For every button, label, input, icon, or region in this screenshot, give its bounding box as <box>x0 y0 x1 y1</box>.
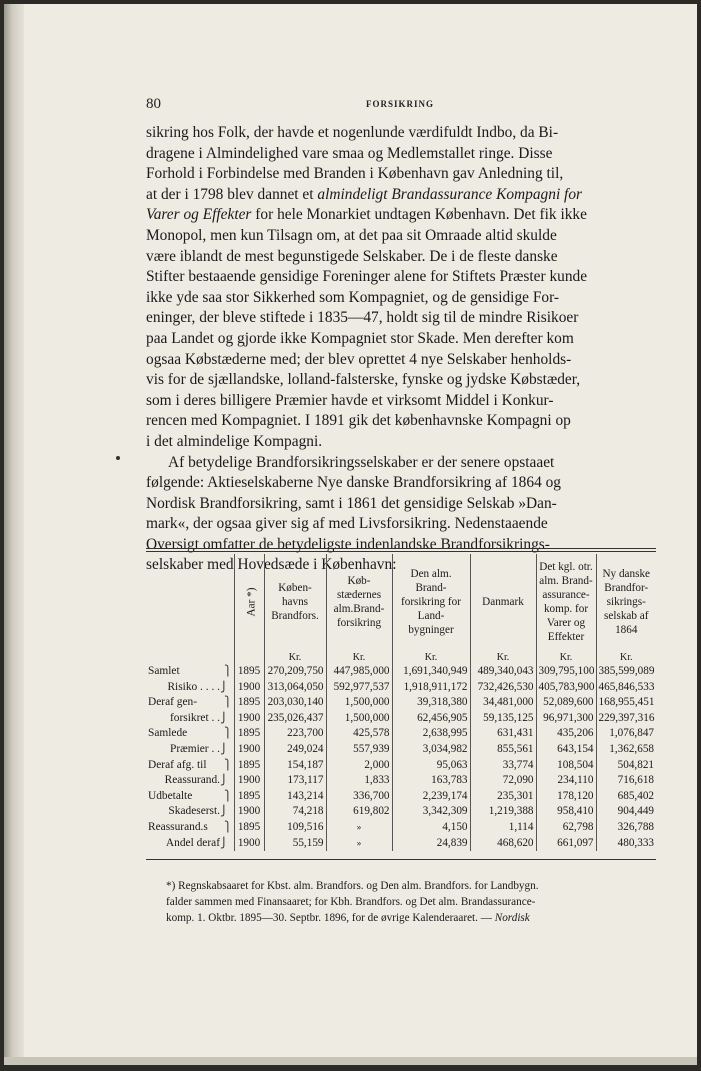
row-label: Reassurand. ⎭ <box>146 773 234 789</box>
table-bottom-rule <box>146 859 656 860</box>
year-cell: 1895 <box>234 664 264 680</box>
table-row <box>146 664 656 680</box>
value-cell: 154,187 <box>264 758 326 774</box>
text-line: Stifter bestaaende gensidige Foreninger alene for Stiftets Præster kunde <box>146 268 588 286</box>
table-row <box>146 742 656 758</box>
text-line: Oversigt omfatter de betydeligste indenlandske Brandforsikrings- <box>146 535 550 553</box>
body-text <box>146 123 654 576</box>
year-cell: 1900 <box>234 773 264 789</box>
value-cell: 235,301 <box>470 789 536 805</box>
row-label: Deraf afg. til ⎫ <box>146 758 234 774</box>
brace-mark: ⎫ <box>224 666 232 677</box>
col-header-kbh: Køben- havns Brandfors. <box>264 554 326 650</box>
value-cell: » <box>326 820 392 836</box>
text-line: Forhold i Forbindelse med Branden i København gav Anledning til, <box>146 165 564 183</box>
row-label: Samlet ⎫ <box>146 664 234 680</box>
value-cell: 55,159 <box>264 836 326 852</box>
unit-label: Kr. <box>470 650 536 664</box>
value-cell: 855,561 <box>470 742 536 758</box>
unit-label: Kr. <box>536 650 596 664</box>
value-cell: 52,089,600 <box>536 695 596 711</box>
value-cell: 619,802 <box>326 804 392 820</box>
col-header-danmark: Danmark <box>470 554 536 650</box>
value-cell: 3,034,982 <box>392 742 470 758</box>
value-cell: 504,821 <box>596 758 656 774</box>
value-cell: 168,955,451 <box>596 695 656 711</box>
text-line: rencen med Kompagniet. I 1891 gik det københavnske Kompagni op <box>146 412 571 430</box>
value-cell: 2,239,174 <box>392 789 470 805</box>
value-cell: 1,076,847 <box>596 726 656 742</box>
table-row <box>146 680 656 696</box>
italic-run: Varer og Effekter <box>146 206 252 224</box>
value-cell: 1,114 <box>470 820 536 836</box>
row-label: Risiko . . . . ⎭ <box>146 680 234 696</box>
brace-mark: ⎫ <box>224 790 232 802</box>
value-cell: 178,120 <box>536 789 596 805</box>
value-cell: 109,516 <box>264 820 326 836</box>
text-line: Nordisk Brandforsikring, samt i 1861 det gensidige Selskab »Dan- <box>146 494 557 512</box>
value-cell: 143,214 <box>264 789 326 805</box>
value-cell: 270,209,750 <box>264 664 326 680</box>
value-cell: 405,783,900 <box>536 680 596 696</box>
value-cell: 1,219,388 <box>470 804 536 820</box>
brace-mark: ⎫ <box>224 728 232 740</box>
value-cell: 33,774 <box>470 758 536 774</box>
value-cell: 716,618 <box>596 773 656 789</box>
text-line: selskaber med Hovedsæde i København: <box>146 556 397 574</box>
value-cell: 223,700 <box>264 726 326 742</box>
value-cell: 1,918,911,172 <box>392 680 470 696</box>
footnote-line: *) Regnskabsaaret for Kbst. alm. Brandfors. og Den alm. Brandfors. for Landbygn. <box>166 880 539 892</box>
text-run: for hele Monarkiet undtagen København. Det fik ikke <box>251 206 587 224</box>
unit-label: Kr. <box>326 650 392 664</box>
value-cell: 313,064,050 <box>264 680 326 696</box>
value-cell: 425,578 <box>326 726 392 742</box>
text-line: paa Landet og gjorde ikke Kompagniet stor Skade. Men derefter kom <box>146 329 574 347</box>
value-cell: 173,117 <box>264 773 326 789</box>
brace-mark: ⎭ <box>220 806 228 818</box>
table-row <box>146 695 656 711</box>
table-row <box>146 820 656 836</box>
row-label: Reassurand.s ⎫ <box>146 820 234 836</box>
year-cell: 1895 <box>234 758 264 774</box>
footnote-line: falder sammen med Finansaaret; for Kbh. Brandfors. og Det alm. Brandassurance- <box>166 896 536 908</box>
brace-mark: ⎫ <box>224 821 232 833</box>
value-cell: 234,110 <box>536 773 596 789</box>
value-cell: 904,449 <box>596 804 656 820</box>
year-cell: 1895 <box>234 789 264 805</box>
value-cell: 468,620 <box>470 836 536 852</box>
year-header: Aar *) <box>234 554 264 650</box>
text-line: følgende: Aktieselskaberne Nye danske Brandforsikring af 1864 og <box>146 474 562 492</box>
value-cell: 631,431 <box>470 726 536 742</box>
table-row <box>146 789 656 805</box>
year-cell: 1900 <box>234 804 264 820</box>
year-cell: 1900 <box>234 711 264 727</box>
label-header <box>146 554 234 650</box>
value-cell: 3,342,309 <box>392 804 470 820</box>
row-label: Samlede ⎫ <box>146 726 234 742</box>
brace-mark: ⎭ <box>220 743 228 755</box>
text-line: i det almindelige Kompagni. <box>146 432 323 450</box>
table-header-row <box>146 554 656 650</box>
value-cell: 1,362,658 <box>596 742 656 758</box>
brace-mark: ⎫ <box>224 759 232 771</box>
footnote-line: komp. 1. Oktbr. 1895—30. Septbr. 1896, for de øvrige Kalenderaaret. — Nordisk <box>166 912 530 924</box>
col-header-kgl: Det kgl. otr. alm. Brand- assurance- komp. for Varer og Effekter <box>536 554 596 650</box>
year-cell: 1900 <box>234 836 264 852</box>
value-cell: 685,402 <box>596 789 656 805</box>
footnote <box>166 878 656 926</box>
value-cell: 62,798 <box>536 820 596 836</box>
row-label: Andel deraf ⎭ <box>146 836 234 852</box>
value-cell: 1,833 <box>326 773 392 789</box>
value-cell: 95,063 <box>392 758 470 774</box>
italic-run: Nordisk <box>494 912 530 924</box>
brace-mark: ⎭ <box>220 775 228 787</box>
text-line <box>146 185 654 206</box>
text-line <box>146 205 654 226</box>
value-cell: 72,090 <box>470 773 536 789</box>
table-row <box>146 726 656 742</box>
text-line: dragene i Almindelighed vare smaa og Medlemstallet ringe. Disse <box>146 144 553 162</box>
value-cell: 59,135,125 <box>470 711 536 727</box>
row-label: Udbetalte ⎫ <box>146 789 234 805</box>
text-run: at der i 1798 blev dannet et <box>146 185 318 203</box>
value-cell: 480,333 <box>596 836 656 852</box>
value-cell: 203,030,140 <box>264 695 326 711</box>
table-top-rule <box>146 548 656 549</box>
page-header <box>146 96 654 118</box>
row-label: forsikret . . ⎭ <box>146 711 234 727</box>
value-cell: 489,340,043 <box>470 664 536 680</box>
value-cell: 4,150 <box>392 820 470 836</box>
value-cell: 34,481,000 <box>470 695 536 711</box>
brace-mark: ⎭ <box>220 712 228 724</box>
value-cell: 1,500,000 <box>326 695 392 711</box>
value-cell: 39,318,380 <box>392 695 470 711</box>
table-row <box>146 836 656 852</box>
year-cell: 1895 <box>234 695 264 711</box>
book-page <box>4 4 697 1065</box>
year-cell: 1895 <box>234 726 264 742</box>
text-line: være iblandt de mest begunstigede Selskaber. De i de fleste danske <box>146 247 558 265</box>
value-cell: 2,000 <box>326 758 392 774</box>
value-cell: 435,206 <box>536 726 596 742</box>
row-label: Præmier . . ⎭ <box>146 742 234 758</box>
binding-gutter <box>4 4 24 1065</box>
year-cell: 1895 <box>234 820 264 836</box>
value-cell: 447,985,000 <box>326 664 392 680</box>
value-cell: 74,218 <box>264 804 326 820</box>
value-cell: 108,504 <box>536 758 596 774</box>
page-number: 80 <box>146 96 161 112</box>
value-cell: 643,154 <box>536 742 596 758</box>
text-line: Monopol, men kun Tilsagn om, at det paa sit Omraade altid skulde <box>146 226 557 244</box>
text-line: som i deres billigere Præmier havde et virksomt Middel i Konkur- <box>146 391 554 409</box>
value-cell: 732,426,530 <box>470 680 536 696</box>
unit-label: Kr. <box>596 650 656 664</box>
value-cell: 24,839 <box>392 836 470 852</box>
value-cell: 326,788 <box>596 820 656 836</box>
italic-run: almindeligt Brandassurance Kompagni for <box>317 185 583 203</box>
running-title: FORSIKRING <box>365 99 434 109</box>
brace-mark: ⎭ <box>220 681 228 693</box>
table-row <box>146 711 656 727</box>
row-label: Skadeserst. ⎭ <box>146 804 234 820</box>
value-cell: 62,456,905 <box>392 711 470 727</box>
year-cell: 1900 <box>234 680 264 696</box>
brace-mark: ⎫ <box>224 697 232 709</box>
value-cell: 958,410 <box>536 804 596 820</box>
page-bottom-edge <box>4 1057 697 1065</box>
value-cell: 235,026,437 <box>264 711 326 727</box>
value-cell: » <box>326 836 392 852</box>
value-cell: 385,599,089 <box>596 664 656 680</box>
value-cell: 2,638,995 <box>392 726 470 742</box>
value-cell: 1,500,000 <box>326 711 392 727</box>
text-line: eninger, der bleve stiftede i 1835—47, holdt sig til de mindre Risikoer <box>146 309 579 327</box>
year-cell: 1900 <box>234 742 264 758</box>
value-cell: 309,795,100 <box>536 664 596 680</box>
brace-mark: ⎭ <box>220 837 228 849</box>
text-line: Af betydelige Brandforsikringsselskaber er der senere opstaaet <box>168 453 555 471</box>
value-cell: 163,783 <box>392 773 470 789</box>
col-header-ny-danske: Ny danske Brandfor- sikrings- selskab af 1864 <box>596 554 656 650</box>
value-cell: 465,846,533 <box>596 680 656 696</box>
text-line: sikring hos Folk, der havde et nogenlunde værdifuldt Indbo, da Bi- <box>146 124 559 141</box>
value-cell: 661,097 <box>536 836 596 852</box>
value-cell: 229,397,316 <box>596 711 656 727</box>
text-line: mark«, der ogsaa giver sig af med Livsforsikring. Nedenstaaende <box>146 515 548 533</box>
col-header-kbst: Køb- stædernes alm.Brand- forsikring <box>326 554 392 650</box>
unit-label: Kr. <box>264 650 326 664</box>
table-row <box>146 758 656 774</box>
value-cell: 249,024 <box>264 742 326 758</box>
table-row <box>146 773 656 789</box>
units-row <box>146 650 656 664</box>
text-line: ogsaa Købstæderne med; der blev oprettet 4 nye Selskaber henholds- <box>146 350 572 368</box>
row-label: Deraf gen- ⎫ <box>146 695 234 711</box>
value-cell: 557,939 <box>326 742 392 758</box>
insurance-table <box>146 554 656 851</box>
value-cell: 1,691,340,949 <box>392 664 470 680</box>
table-row <box>146 804 656 820</box>
text-line: vis for de sjællandske, lolland-falsterske, fynske og jydske Købstæder, <box>146 371 581 389</box>
value-cell: 336,700 <box>326 789 392 805</box>
margin-dot <box>116 456 120 460</box>
table-top-rule-inner <box>146 551 656 552</box>
text-line: ikke yde saa stor Sikkerhed som Kompagniet, og de gensidige For- <box>146 288 560 306</box>
value-cell: 96,971,300 <box>536 711 596 727</box>
col-header-land: Den alm. Brand- forsikring for Land- bygninger <box>392 554 470 650</box>
value-cell: 592,977,537 <box>326 680 392 696</box>
unit-label: Kr. <box>392 650 470 664</box>
